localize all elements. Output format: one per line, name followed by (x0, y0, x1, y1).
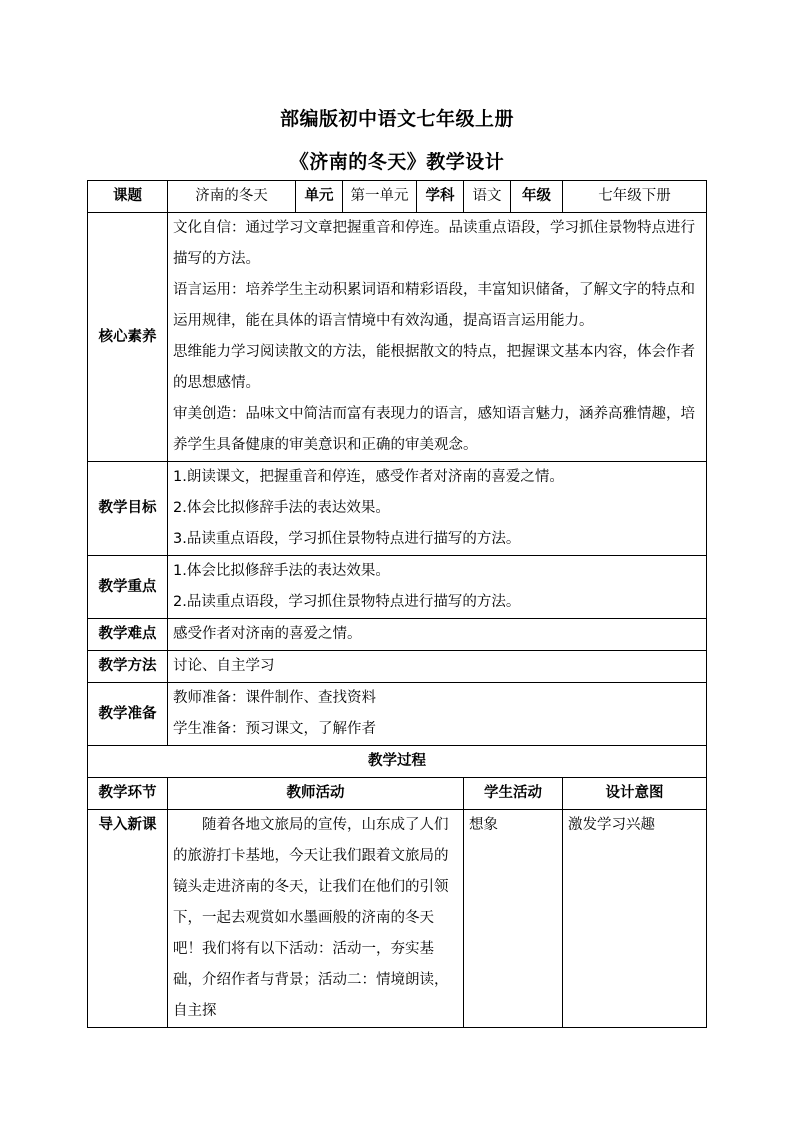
unit-value: 第一单元 (343, 181, 417, 213)
teacher-activity-cell: 随着各地文旅局的宣传，山东成了人们的旅游打卡基地，今天让我们跟着文旅局的镜头走进济南的冬天，让我们在他们的引领下，一起去观赏如水墨画般的济南的冬天吧！我们将有以下活动：活动一，夯实基础，介绍作者与背景；活动二：情境朗读，自主探 (168, 810, 464, 1028)
teacher-column-header: 教师活动 (168, 778, 464, 810)
subject-label: 学科 (417, 181, 464, 213)
student-column-header: 学生活动 (464, 778, 563, 810)
stage-cell: 导入新课 (88, 810, 168, 1028)
core-literacy-label: 核心素养 (88, 213, 168, 462)
method-label: 教学方法 (88, 651, 168, 683)
unit-label: 单元 (296, 181, 343, 213)
info-row (88, 181, 707, 213)
method-value: 讨论、自主学习 (168, 651, 707, 683)
core-paragraph: 文化自信：通过学习文章把握重音和停连。品读重点语段，学习抓住景物特点进行描写的方法。 (173, 220, 695, 267)
difficulty-value: 感受作者对济南的喜爱之情。 (168, 619, 707, 651)
difficulty-label: 教学难点 (88, 619, 168, 651)
goal-item: 2.体会比拟修辞手法的表达效果。 (173, 500, 390, 516)
goals-label: 教学目标 (88, 462, 168, 556)
goals-content (168, 462, 707, 556)
core-paragraph: 语言运用：培养学生主动积累词语和精彩语段，丰富知识储备，了解文字的特点和运用规律，能在具体的语言情境中有效沟通，提高语言运用能力。 (173, 282, 695, 329)
core-paragraph: 审美创造：品味文中简洁而富有表现力的语言，感知语言魅力，涵养高雅情趣，培养学生具备健康的审美意识和正确的审美观念。 (173, 406, 695, 453)
process-header-row (88, 746, 707, 778)
keypoints-content (168, 556, 707, 619)
prep-label: 教学准备 (88, 683, 168, 746)
goal-item: 3.品读重点语段，学习抓住景物特点进行描写的方法。 (173, 531, 521, 547)
difficulty-row (88, 619, 707, 651)
keypoint-item: 2.品读重点语段，学习抓住景物特点进行描写的方法。 (173, 594, 521, 610)
keypoints-label: 教学重点 (88, 556, 168, 619)
process-columns-row (88, 778, 707, 810)
subject-value: 语文 (464, 181, 511, 213)
core-paragraph: 思维能力学习阅读散文的方法，能根据散文的特点，把握课文基本内容，体会作者的思想感情。 (173, 344, 695, 391)
grade-label: 年级 (511, 181, 563, 213)
goal-item: 1.朗读课文，把握重音和停连，感受作者对济南的喜爱之情。 (173, 469, 564, 485)
document-title: 部编版初中语文七年级上册 (279, 108, 514, 130)
topic-value: 济南的冬天 (168, 181, 296, 213)
student-activity-cell: 想象 (464, 810, 563, 1028)
topic-label: 课题 (88, 181, 168, 213)
method-row (88, 651, 707, 683)
stage-column-header: 教学环节 (88, 778, 168, 810)
core-literacy-row (88, 213, 707, 462)
prep-content (168, 683, 707, 746)
process-header: 教学过程 (88, 746, 707, 778)
keypoints-row (88, 556, 707, 619)
document-subtitle: 《济南的冬天》教学设计 (289, 151, 505, 173)
design-intent-cell: 激发学习兴趣 (563, 810, 707, 1028)
keypoint-item: 1.体会比拟修辞手法的表达效果。 (173, 563, 390, 579)
intent-column-header: 设计意图 (563, 778, 707, 810)
prep-item: 学生准备：预习课文，了解作者 (173, 721, 376, 737)
core-literacy-content (168, 213, 707, 462)
grade-value: 七年级下册 (563, 181, 707, 213)
lesson-plan-table (87, 180, 707, 1028)
process-row (88, 810, 707, 1028)
goals-row (88, 462, 707, 556)
prep-row (88, 683, 707, 746)
prep-item: 教师准备：课件制作、查找资料 (173, 690, 376, 706)
